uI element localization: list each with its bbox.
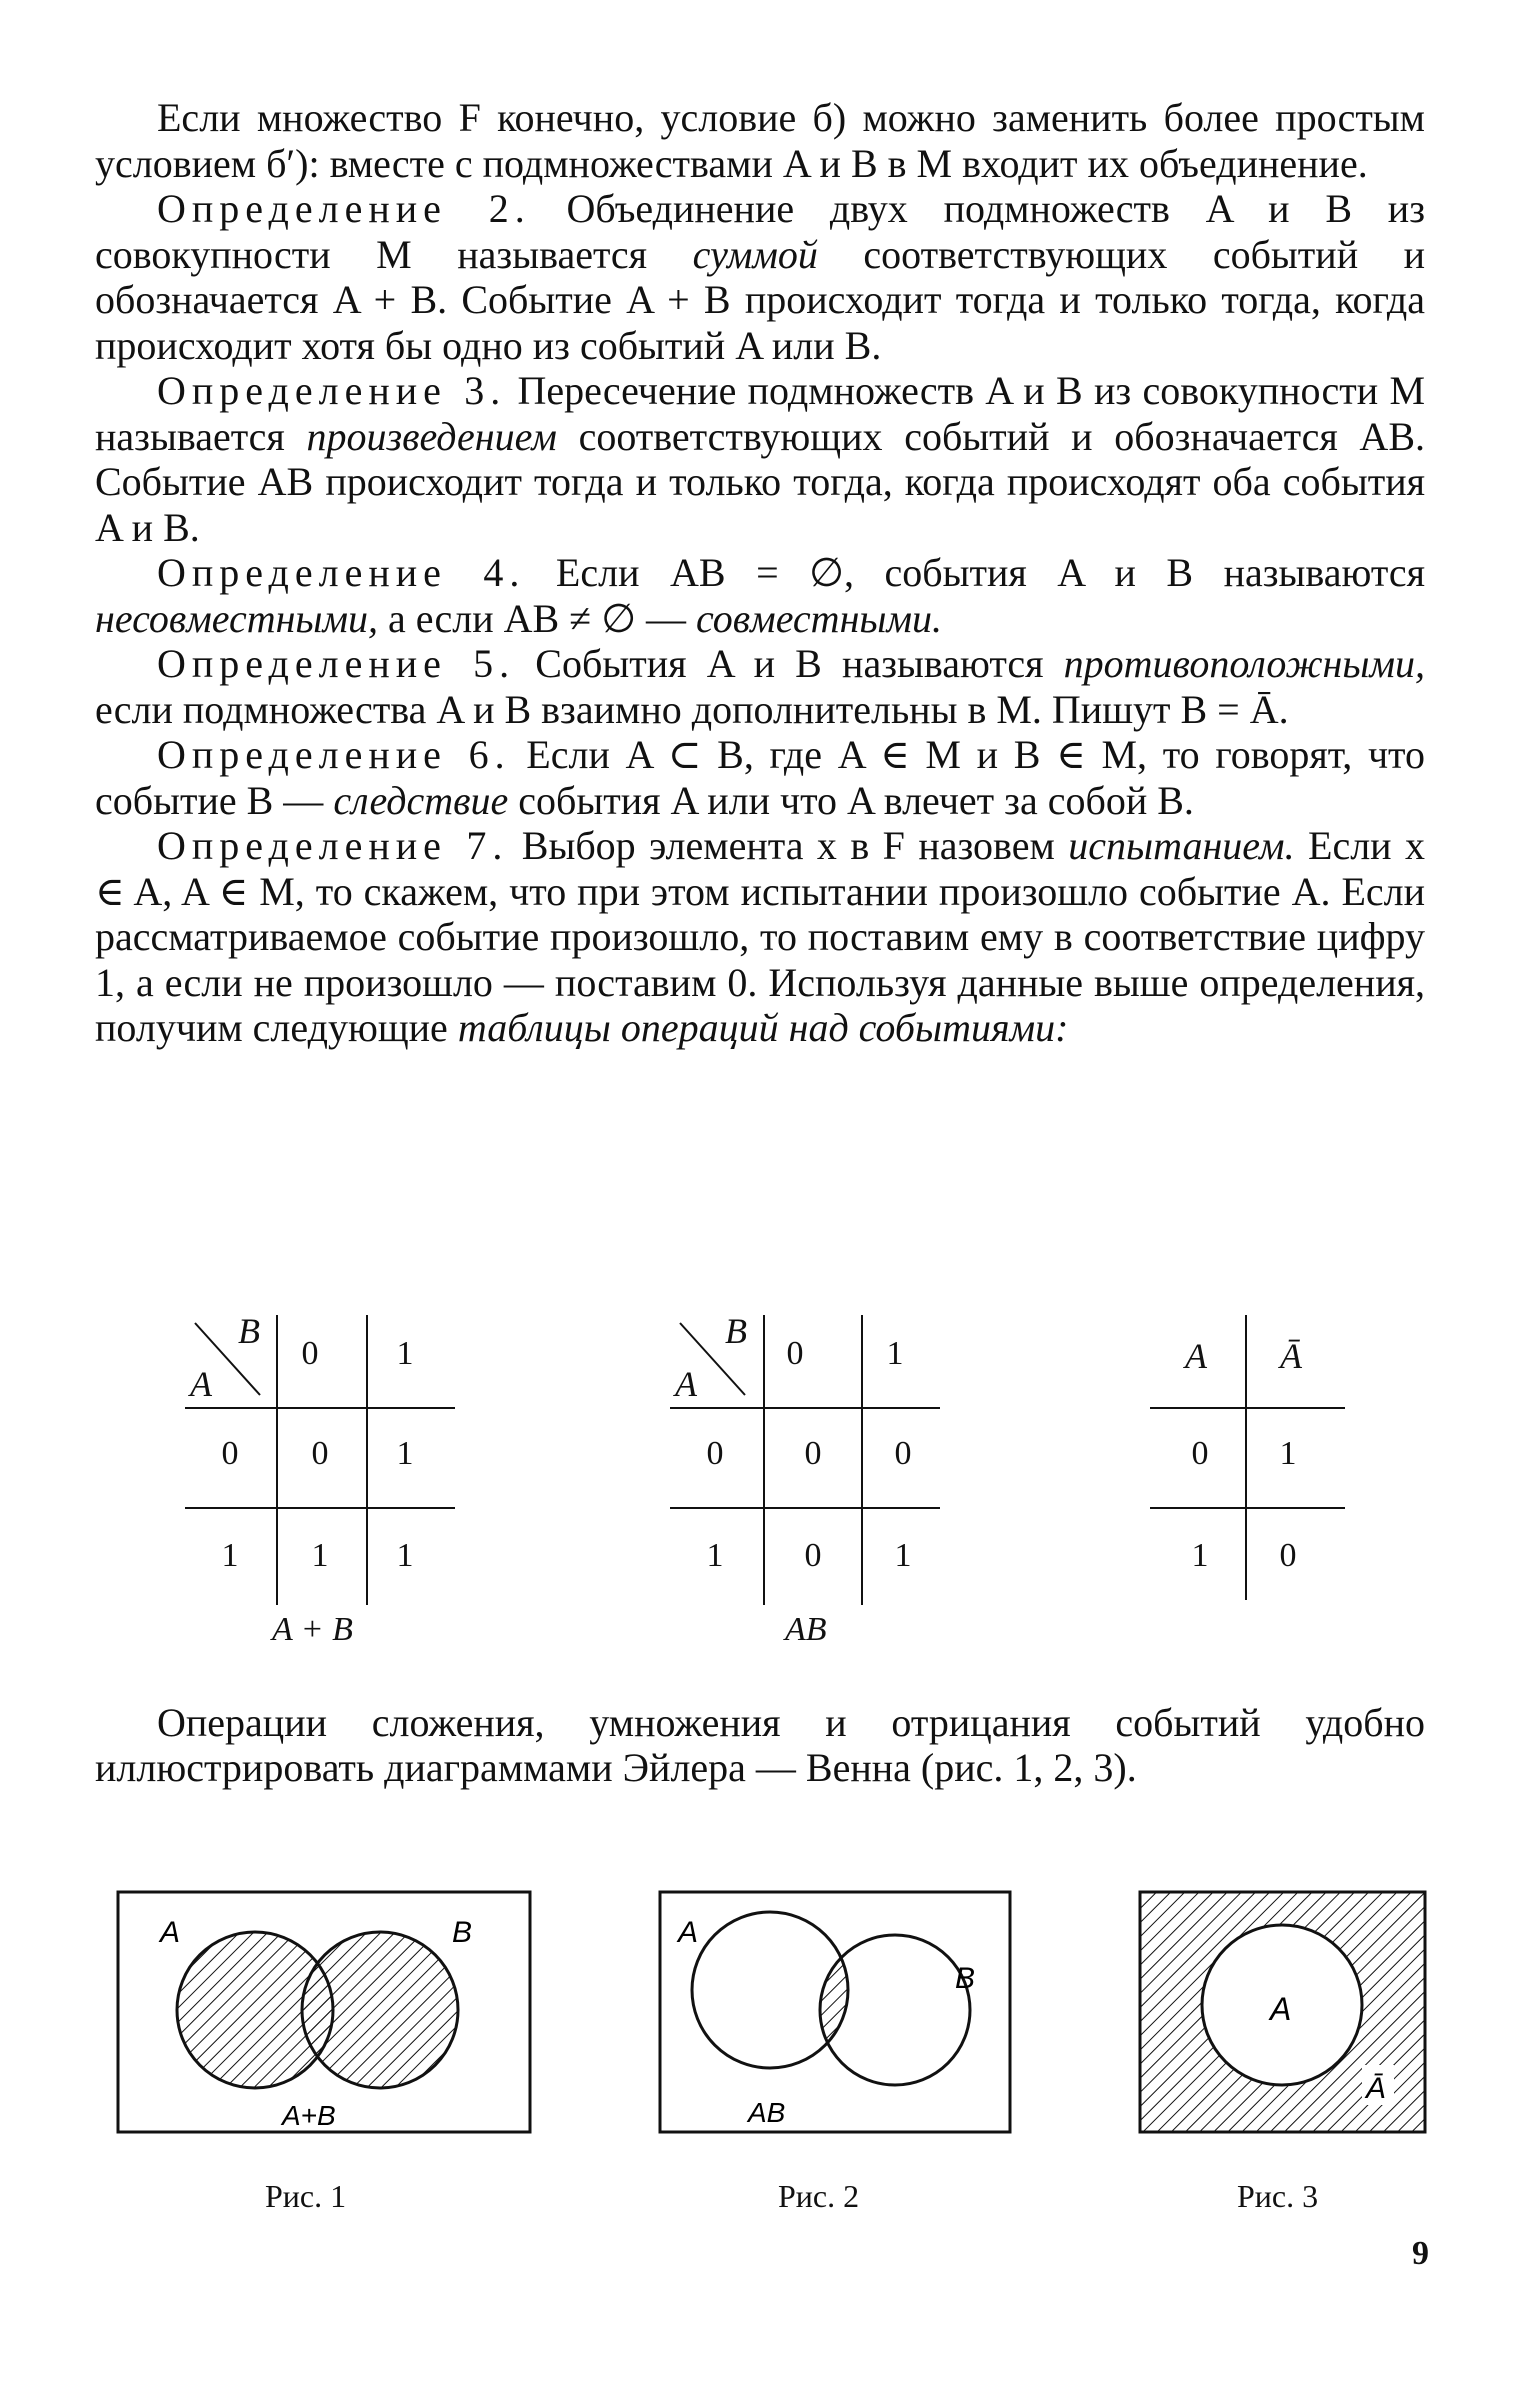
definition-text: соответствующих событий и обозначается AB. Событие AB происходит тогда и только тогда, когда происходят оба события A и B. <box>95 413 1425 550</box>
definition-text: Выбор элемента x в F назовем <box>508 823 1069 868</box>
venn-intro: Операции сложения, умножения и отрицания событий удобно иллюстрировать диаграммами Эйлера — Венна (рис. 1, 2, 3). <box>95 1700 1425 1790</box>
paragraph-def6 <box>95 732 1425 823</box>
table-header-cell: 0 <box>786 1335 804 1372</box>
table-cell: 1 <box>221 1537 239 1574</box>
figure-union <box>118 1892 530 2132</box>
definition-text: Пересечение подмножеств A и B из совокупности M называется <box>95 368 1426 459</box>
table-cell: 1 <box>706 1537 724 1574</box>
corner-label-a: A <box>675 1364 697 1404</box>
table-rule <box>366 1315 368 1605</box>
label-b: B <box>955 1962 976 1995</box>
corner-label-a: A <box>190 1364 212 1404</box>
table-cell: 1 <box>1279 1435 1297 1472</box>
definition-text: Объединение двух подмножеств A и B из совокупности M называется <box>95 186 1426 277</box>
definition-term: следствие <box>333 777 509 823</box>
label-a: A <box>160 1916 181 1949</box>
paragraph-def5 <box>95 641 1425 732</box>
corner-label-b: B <box>238 1311 260 1351</box>
table-cell: 1 <box>396 1537 414 1574</box>
table-rule <box>276 1315 278 1605</box>
table-cell: 0 <box>311 1435 329 1472</box>
table-cell: 0 <box>894 1435 912 1472</box>
label-b: B <box>452 1916 473 1949</box>
table-header-cell: 1 <box>886 1335 904 1372</box>
definition-term: противоположными, <box>1063 641 1425 686</box>
table-rule <box>670 1407 940 1409</box>
table-caption: AB <box>785 1611 827 1648</box>
label-a: A <box>1270 1991 1292 2027</box>
main-text <box>95 95 1425 1051</box>
table-cell: 1 <box>311 1537 329 1574</box>
table-caption: A + B <box>272 1611 353 1648</box>
figure-caption: Рис. 1 <box>265 2178 347 2214</box>
table-cell: 0 <box>804 1435 822 1472</box>
definition-text: Если x ∈ A, A ∈ M, то скажем, что при этом испытании произошло событие A. Если рассматриваемое событие произошло, то поставим ему в соответствие цифру 1, а если не произошло — поставим 0. Используя данные выше определения, получим следующие <box>95 823 1425 1050</box>
table-rule <box>185 1507 455 1509</box>
paragraph-intro: Если множество F конечно, условие б) можно заменить более простым условием б′): вместе с подмножествами A и B в M входит их объединение. <box>95 95 1425 186</box>
table-cell: 0 <box>706 1435 724 1472</box>
definition-lead: Определение 5. <box>157 641 516 686</box>
table-header-cell: 0 <box>301 1335 319 1372</box>
definition-lead: Определение 6. <box>157 732 511 777</box>
definition-lead: Определение 7. <box>157 823 509 868</box>
definition-lead: Определение 4. <box>157 550 526 595</box>
negation-table <box>1150 1315 1350 1615</box>
figure-intersection <box>660 1892 1010 2132</box>
paragraph-def2 <box>95 186 1425 368</box>
table-cell: 1 <box>396 1435 414 1472</box>
definition-lead: Определение 2. <box>157 186 531 231</box>
definition-text: Если AB = ∅, события A и B называются <box>525 550 1426 595</box>
definition-text: События A и B называются <box>515 641 1064 686</box>
table-cell: 0 <box>221 1435 239 1472</box>
table-rule <box>861 1315 863 1605</box>
label-op: AB <box>748 2097 786 2128</box>
table-cell: 0 <box>1279 1537 1297 1574</box>
paragraph-def4 <box>95 550 1425 641</box>
definition-term: произведением <box>306 413 557 459</box>
definition-term: таблицы операций над событиями: <box>457 1005 1069 1050</box>
table-header-cell: 1 <box>396 1335 414 1372</box>
paragraph-def7 <box>95 823 1425 1051</box>
definition-text: а если AB ≠ ∅ — <box>378 595 697 641</box>
table-header-cell: Ā <box>1280 1336 1302 1376</box>
definition-term: суммой <box>692 231 818 277</box>
figure-caption: Рис. 3 <box>1237 2178 1319 2214</box>
label-op: A+B <box>282 2100 336 2131</box>
definition-term: несовместными, <box>95 595 379 641</box>
definition-text: Если A ⊂ B, где A ∈ M и B ∈ M, то говорят, что событие B — <box>95 732 1426 823</box>
definition-term: испытанием. <box>1068 823 1295 868</box>
table-rule <box>1150 1507 1345 1509</box>
paragraph-def3 <box>95 368 1425 550</box>
table-cell: 1 <box>894 1537 912 1574</box>
table-cell: 0 <box>1191 1435 1209 1472</box>
table-rule <box>670 1507 940 1509</box>
table-rule <box>1150 1407 1345 1409</box>
venn-figures <box>0 1860 1524 2220</box>
product-table <box>665 1311 945 1655</box>
table-cell: 1 <box>1191 1537 1209 1574</box>
table-cell: 0 <box>804 1537 822 1574</box>
table-rule <box>1245 1315 1247 1600</box>
figure-caption: Рис. 2 <box>778 2178 860 2214</box>
definition-text: если подмножества A и B взаимно дополнительны в M. Пишут B = Ā. <box>95 686 1289 732</box>
corner-label-b: B <box>725 1311 747 1351</box>
definition-lead: Определение 3. <box>157 368 507 413</box>
table-header-cell: A <box>1185 1336 1207 1376</box>
definition-term: совместными. <box>696 595 943 641</box>
figure-complement <box>1140 1892 1425 2132</box>
table-rule <box>185 1407 455 1409</box>
label-a: A <box>678 1916 699 1949</box>
definition-text: соответствующих событий и обозначается A + B. Событие A + B происходит тогда и только тогда, когда происходит хотя бы одно из событий A или B. <box>95 231 1426 368</box>
circle-b <box>302 1932 458 2088</box>
page-number: 9 <box>1412 2235 1429 2272</box>
table-rule <box>763 1315 765 1605</box>
definition-text: события A или что A влечет за собой B. <box>508 777 1194 823</box>
label-not-a: Ā <box>1366 2072 1387 2105</box>
sum-table <box>180 1311 460 1655</box>
